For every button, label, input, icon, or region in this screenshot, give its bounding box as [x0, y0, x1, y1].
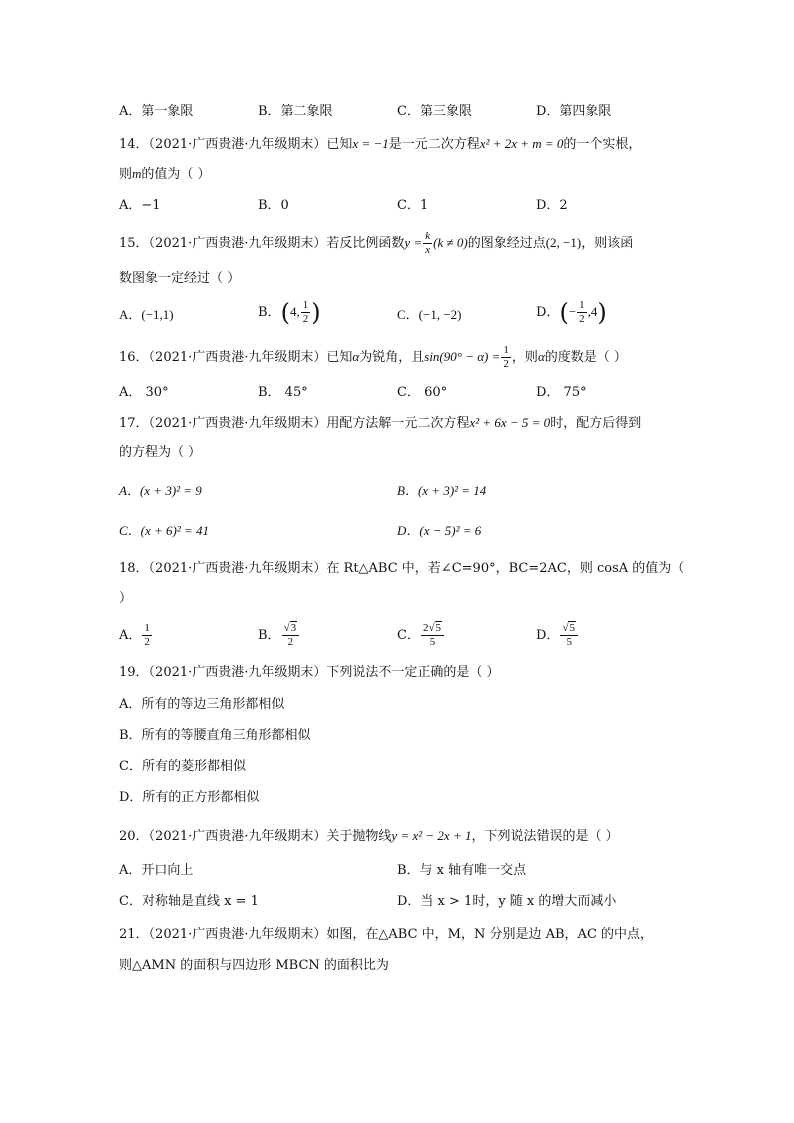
stem-text: 关于抛物线: [326, 829, 392, 844]
math-expr: (2, −1): [545, 235, 582, 250]
q19-option-b: B．所有的等腰直角三角形都相似: [119, 728, 311, 743]
numerator: k: [425, 230, 431, 242]
radicand: 5: [435, 622, 441, 634]
q18-option-b: [258, 623, 300, 648]
q19-stem: [119, 663, 500, 683]
stem-text: 则: [119, 167, 133, 182]
q16-option-b: B． 45°: [258, 385, 308, 400]
numerator: [421, 623, 444, 636]
q15-option-d: [536, 300, 607, 325]
question-number: 14．: [119, 137, 149, 152]
denominator: 2: [287, 636, 294, 648]
math-var: m: [132, 166, 142, 181]
question-source: （2021·广西贵港·九年级期末）: [148, 137, 327, 152]
option-label: C．: [397, 628, 420, 643]
paren-left: (: [280, 298, 290, 327]
q17-stem-line2: [119, 443, 201, 463]
numerator: [282, 623, 300, 636]
math-expr: (k ≠ 0): [433, 235, 468, 250]
radicand: 5: [569, 622, 575, 634]
math-expr: ,4: [587, 304, 598, 319]
q19-option-a: A．所有的等边三角形都相似: [119, 697, 285, 712]
denominator: 2: [503, 358, 509, 370]
paren-left: (: [559, 298, 569, 327]
q20-option-a: A．开口向上: [119, 863, 194, 878]
denominator: x: [425, 244, 431, 256]
fraction: [282, 623, 300, 648]
stem-text: ，则该函: [581, 236, 634, 251]
q19-option-c: C．所有的菱形都相似: [119, 759, 246, 774]
question-number: 16．: [119, 350, 149, 365]
q19-option-d: D．所有的正方形都相似: [119, 790, 260, 805]
question-source: （2021·广西贵港·九年级期末）: [148, 350, 327, 365]
question-number: 21．: [119, 927, 149, 942]
question-source: （2021·广西贵港·九年级期末）: [148, 665, 327, 680]
stem-text: 的度数是（ ）: [544, 350, 627, 365]
numerator: [560, 623, 578, 636]
fraction: [560, 623, 578, 648]
question-number: 20．: [119, 829, 149, 844]
q20-option-b: B．与 x 轴有唯一交点: [397, 863, 527, 878]
math-expr: 4,: [289, 304, 300, 319]
denominator: 2: [302, 313, 309, 325]
stem-text: 在 Rt△ABC 中，若∠C=90°，BC=2AC，则 cosA 的值为（: [326, 561, 685, 576]
q15-option-a: A．(−1,1): [119, 307, 174, 322]
q16-stem-line1: [119, 345, 627, 370]
stem-text: 若反比例函数: [326, 236, 405, 251]
q14-option-c: C．1: [397, 198, 429, 213]
denominator: 5: [429, 636, 436, 648]
stem-text: 是一元二次方程: [388, 137, 480, 152]
stem-text: 的方程为（ ）: [119, 445, 202, 460]
math-expr: x = −1: [352, 136, 389, 151]
q13-option-c: C．第三象限: [397, 104, 472, 119]
q18-stem-line1: [119, 559, 684, 579]
sqrt-symbol: √: [428, 622, 435, 634]
denominator: 5: [566, 636, 572, 648]
math-var: α: [537, 349, 545, 364]
q17-option-c: C．(x + 6)² = 41: [119, 523, 210, 538]
fraction: [577, 300, 587, 325]
question-number: 15．: [119, 236, 149, 251]
option-label: B．: [258, 628, 281, 643]
fraction: [423, 231, 432, 256]
q18-option-d: [536, 623, 579, 648]
option-label: A．: [119, 628, 142, 643]
q17-option-d: D．(x − 5)² = 6: [397, 523, 482, 538]
denominator: 2: [579, 313, 585, 325]
q15-stem-line1: [119, 231, 633, 256]
question-number: 18．: [119, 561, 149, 576]
stem-text: ，则: [511, 350, 538, 365]
math-expr: sin(90° − α) =: [424, 349, 501, 364]
stem-text: 下列说法不一定正确的是（ ）: [326, 665, 500, 680]
stem-text: 用配方法解一元二次方程: [326, 416, 470, 431]
radicand: 3: [290, 622, 297, 634]
q20-option-c: C．对称轴是直线 x = 1: [119, 894, 259, 909]
q13-option-b: B．第二象限: [258, 104, 333, 119]
q18-option-c: [397, 623, 445, 648]
q20-stem: [119, 826, 619, 847]
math-expr: x² + 2x + m = 0: [479, 136, 564, 151]
q14-option-b: B．0: [258, 198, 289, 213]
numerator: 1: [503, 344, 509, 356]
q16-option-a: A． 30°: [119, 385, 169, 400]
paren-right: ): [311, 298, 321, 327]
q17-option-a: A．(x + 3)² = 9: [119, 483, 202, 498]
q14-option-d: D．2: [536, 198, 568, 213]
numerator: 1: [579, 299, 585, 311]
q18-option-a: [119, 623, 153, 648]
math-var: α: [352, 349, 360, 364]
math-expr: y =: [404, 235, 423, 250]
paren-right: ): [597, 298, 607, 327]
stem-text: 时，配方后得到: [550, 416, 642, 431]
sqrt-symbol: √: [283, 622, 290, 634]
numerator: 1: [302, 299, 309, 311]
stem-text: ，下列说法错误的是（ ）: [471, 829, 619, 844]
q14-stem-line1: [119, 134, 641, 155]
q17-stem-line1: [119, 413, 641, 434]
stem-text: 则△AMN 的面积与四边形 MBCN 的面积比为: [119, 958, 389, 973]
q14-option-a: A．−1: [119, 198, 161, 213]
minus-sign: −: [568, 304, 577, 319]
q18-stem-line2: [119, 589, 132, 609]
stem-text: 的值为（ ）: [141, 167, 211, 182]
q15-option-b: [258, 300, 321, 325]
option-label: D．: [536, 305, 560, 320]
q21-stem-line1: [119, 925, 653, 945]
fraction: [421, 623, 444, 648]
q21-stem-line2: [119, 956, 389, 976]
math-expr: y = x² − 2x + 1: [391, 828, 472, 843]
stem-text: 已知: [326, 137, 353, 152]
stem-text: ）: [119, 591, 133, 606]
sqrt-symbol: √: [562, 622, 569, 634]
question-number: 17．: [119, 416, 149, 431]
fraction: [301, 300, 311, 325]
question-source: （2021·广西贵港·九年级期末）: [148, 561, 327, 576]
question-source: （2021·广西贵港·九年级期末）: [148, 829, 327, 844]
question-source: （2021·广西贵港·九年级期末）: [148, 927, 327, 942]
q16-option-c: C． 60°: [397, 385, 448, 400]
option-label: B．: [258, 305, 281, 320]
denominator: 2: [144, 636, 150, 648]
q13-option-d: D．第四象限: [536, 104, 612, 119]
question-number: 19．: [119, 665, 149, 680]
q14-stem-line2: [119, 164, 211, 185]
q15-stem-line2: [119, 269, 240, 289]
stem-text: 为锐角，且: [359, 350, 425, 365]
fraction: [501, 345, 511, 370]
q15-option-c: C．(−1, −2): [397, 307, 462, 322]
q17-option-b: B．(x + 3)² = 14: [397, 483, 487, 498]
stem-text: 的图象经过点: [467, 236, 546, 251]
q13-option-a: A．第一象限: [119, 104, 194, 119]
q20-option-d: D．当 x > 1时，y 随 x 的增大而减小: [397, 894, 617, 909]
stem-text: 已知: [326, 350, 353, 365]
fraction: [142, 623, 152, 648]
question-source: （2021·广西贵港·九年级期末）: [148, 416, 327, 431]
numerator: 1: [144, 622, 150, 634]
stem-text: 如图，在△ABC 中，M，N 分别是边 AB，AC 的中点，: [326, 927, 654, 942]
question-source: （2021·广西贵港·九年级期末）: [148, 236, 327, 251]
math-expr: x² + 6x − 5 = 0: [469, 415, 551, 430]
stem-text: 数图象一定经过（ ）: [119, 271, 241, 286]
option-label: D．: [536, 628, 560, 643]
coefficient: 2: [422, 622, 429, 634]
stem-text: 的一个实根，: [563, 137, 642, 152]
q16-option-d: D． 75°: [536, 385, 587, 400]
